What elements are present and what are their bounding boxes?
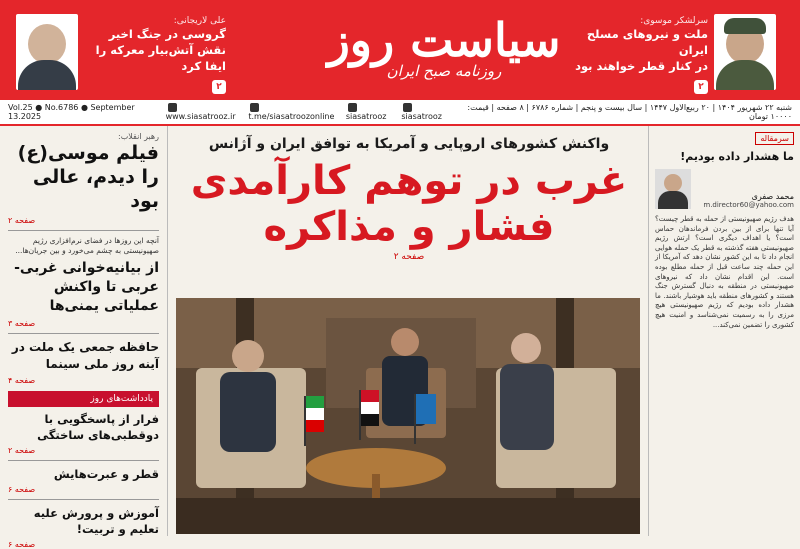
left-story-page: ۲ bbox=[212, 80, 226, 94]
note-page: صفحه ۶ bbox=[8, 540, 36, 549]
divider bbox=[8, 499, 159, 500]
editorial-body: هدف رژیم صهیونیستی از حمله به قطر چیست؟ آیا تنها برای از بین بردن فرماندهان حماس است؟ یا اهداف دیگری است؟ ارتش رژیم صهیونیستی هفته گذشته به قطر یک حمله هوایی انجام داد تا به این کشور نشان دهد که آمریکا از این حمله چند ساعت قبل از حمله مطلع بوده است. این اقدام نشان داد که نیروهای صهیونیستی در منطقه به دنبال گسترش جنگ هستند و کشورهای منطقه باید هوشیار باشند. ما هشدار داده بودیم که رژیم صهیونیستی هیچ مرزی را به رسمیت نمی‌شناسد و امنیت هیچ کشوری را تضمین نمی‌کند... bbox=[655, 215, 794, 329]
meeting-photo bbox=[176, 298, 640, 534]
story-headline: حافظه جمعی یک ملت در آینه روز ملی سینما bbox=[11, 340, 159, 371]
right-story-line2: در کنار قطر خواهند بود bbox=[575, 59, 708, 73]
portrait-left bbox=[16, 14, 78, 90]
editorial-title: ما هشدار داده بودیم! bbox=[680, 150, 794, 163]
web-link[interactable]: www.siasatrooz.ir bbox=[166, 103, 241, 121]
masthead-left-story[interactable] bbox=[86, 16, 226, 94]
masthead bbox=[0, 0, 800, 100]
lead-headline-line1: غرب در توهم کارآمدی bbox=[190, 158, 628, 204]
note-page: صفحه ۲ bbox=[8, 446, 36, 455]
lead-page: صفحه ۲ bbox=[393, 252, 425, 262]
divider bbox=[8, 230, 159, 231]
story-kicker: رهبر انقلاب: bbox=[118, 132, 159, 141]
story-headline: از بیانیه‌خوانی غربی-عربی تا واکنش عملیاتی یمنی‌ها bbox=[14, 260, 159, 314]
logo-title: سیاست روز bbox=[327, 13, 561, 67]
date-line: شنبه ۲۲ شهریور ۱۴۰۴ | ۲۰ ربیع‌الاول ۱۴۴۷ | سال بیست و پنجم | شماره ۶۷۸۶ | ۸ صفحه | قیمت: ۱۰۰۰۰ تومان bbox=[467, 103, 792, 121]
meeting-photo-illustration bbox=[176, 298, 640, 534]
divider bbox=[8, 460, 159, 461]
editorial-tag: سرمقاله bbox=[755, 132, 794, 145]
note-headline: آموزش و پرورش علیه تعلیم و تربیت! bbox=[33, 506, 159, 536]
left-story-line1: گروسی در جنگ اخیر bbox=[108, 27, 226, 41]
note-headline: قطر و عبرت‌هایش bbox=[53, 467, 159, 481]
left-column bbox=[0, 126, 168, 549]
story-yemen[interactable] bbox=[8, 236, 159, 328]
newspaper-logo[interactable] bbox=[314, 10, 574, 94]
lead-story[interactable] bbox=[174, 130, 644, 536]
issue-info: Vol.25 ● No.6786 ● September 13.2025 bbox=[8, 103, 135, 121]
note-item[interactable] bbox=[8, 466, 159, 494]
note-page: صفحه ۶ bbox=[8, 485, 36, 494]
editorial-email[interactable]: m.director60@yahoo.com bbox=[703, 201, 794, 209]
divider bbox=[8, 333, 159, 334]
section-header-notes: یادداشت‌های روز bbox=[8, 391, 159, 407]
left-story-line2: نقش آتش‌بیار معرکه را ایفا کرد bbox=[95, 43, 226, 73]
note-item[interactable] bbox=[8, 411, 159, 455]
web-icon bbox=[168, 103, 177, 112]
left-story-kicker: علی لاریجانی: bbox=[173, 16, 226, 26]
lead-kicker: واکنش کشورهای اروپایی و آمریکا به توافق ایران و آژانس bbox=[208, 136, 610, 152]
story-headline: فیلم موسی(ع) را دیدم، عالی بود bbox=[17, 142, 159, 212]
x-icon bbox=[348, 103, 357, 112]
telegram-icon bbox=[250, 103, 259, 112]
story-page: صفحه ۲ bbox=[8, 216, 36, 225]
story-page: صفحه ۳ bbox=[8, 319, 36, 328]
instagram-link[interactable]: siasatrooz bbox=[401, 103, 449, 121]
info-bar bbox=[0, 100, 800, 126]
right-column-editorial[interactable] bbox=[648, 126, 800, 536]
author-avatar bbox=[655, 169, 691, 209]
lead-headline-line2: فشار و مذاکره bbox=[263, 204, 555, 250]
instagram-icon bbox=[403, 103, 412, 112]
right-story-line1: ملت و نیروهای مسلح ایران bbox=[586, 27, 708, 57]
note-headline: فرار از پاسخگویی با دوقطبی‌های ساختگی bbox=[37, 412, 159, 442]
story-cinema[interactable] bbox=[8, 339, 159, 385]
portrait-right bbox=[714, 14, 776, 90]
right-story-kicker: سرلشکر موسوی: bbox=[640, 16, 708, 26]
masthead-right-story[interactable] bbox=[574, 16, 708, 94]
story-page: صفحه ۴ bbox=[8, 376, 36, 385]
logo-subtitle: روزنامه صبح ایران bbox=[386, 62, 502, 80]
story-kicker: آنچه این روزها در فضای نرم‌افزاری رژیم صهیونیستی به چشم می‌خورد و بین جریان‌ها... bbox=[15, 236, 159, 255]
x-link[interactable]: siasatrooz bbox=[346, 103, 394, 121]
telegram-link[interactable]: t.me/siasatroozonline bbox=[248, 103, 337, 121]
right-story-page: ۲ bbox=[694, 80, 708, 94]
editorial-author: محمد صفری bbox=[751, 192, 794, 201]
note-item[interactable] bbox=[8, 505, 159, 549]
story-film-musa[interactable] bbox=[8, 132, 159, 225]
